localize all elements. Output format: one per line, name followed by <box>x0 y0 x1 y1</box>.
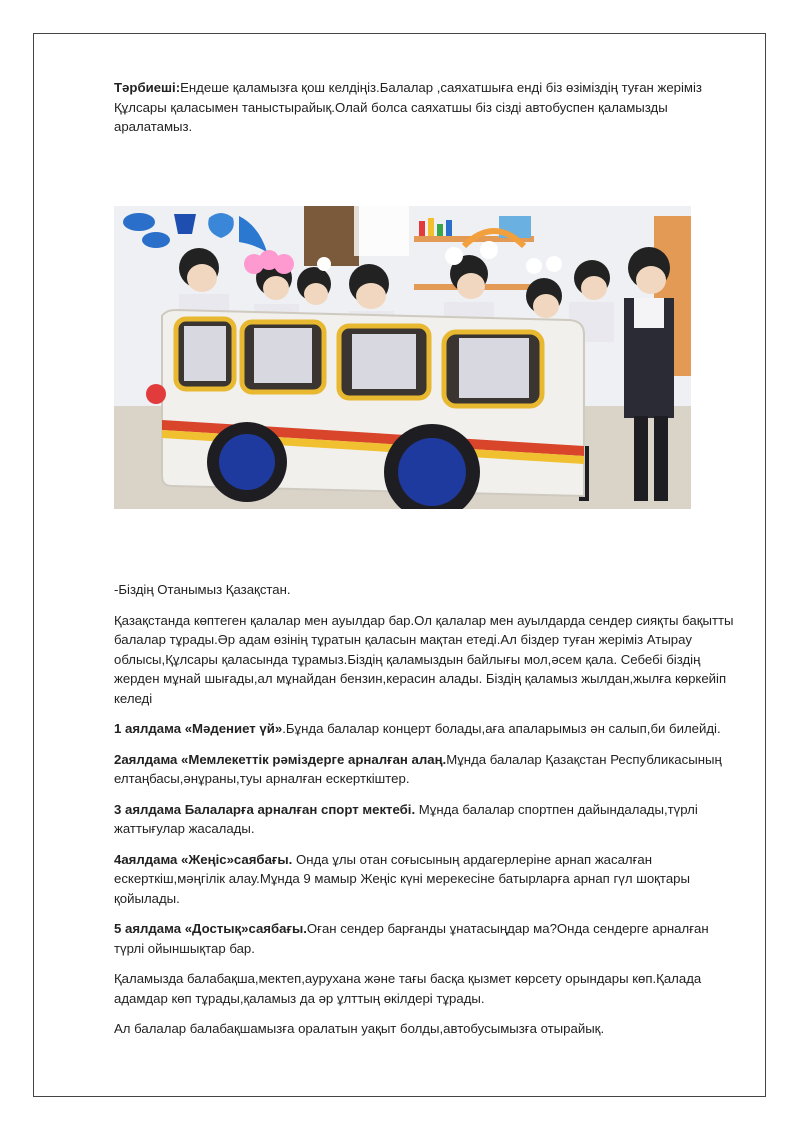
main-text <box>114 580 734 1039</box>
stop-4 <box>114 850 734 909</box>
children-bus-photo <box>114 206 691 509</box>
homeland-heading: -Біздің Отанымыз Қазақстан. <box>114 582 291 597</box>
stop-1-title: 1 аялдама «Мәдениет үй» <box>114 721 283 736</box>
stop-2-text: Мұнда балалар Қазақстан Республикасының елтаңбасы,әнұраны,туы арналған ескерткіштер. <box>114 751 722 786</box>
closing-paragraph: Ал балалар балабақшамызға оралатын уақыт болды,автобусымызға отырайық. <box>114 1021 605 1036</box>
stop-3-title: 3 аялдама Балаларға арналған спорт мектебі. <box>114 801 416 817</box>
stop-3 <box>114 800 734 839</box>
stop-3-text: Мұнда балалар спортпен дайындалады,түрлі жаттығулар жасалады. <box>114 801 698 836</box>
intro-text: Ендеше қаламызға қош келдіңіз.Балалар ,саяхатшыға енді біз өзіміздің туған жеріміз Құлсары қаласымен таныстырайық.Олай болса саяхатшы біз сізді автобуспен қаламызды аралатамыз. <box>114 80 702 134</box>
children-bus-illustration <box>114 206 691 509</box>
stop-1-text: .Бұнда балалар концерт болады,аға апаларымыз ән салып,би билейді. <box>282 721 721 736</box>
stop-5-title: 5 аялдама «Достық»саябағы. <box>114 921 307 936</box>
stop-4-title: 4аялдама «Жеңіс»саябағы. <box>114 851 293 867</box>
stop-5-text: Оған сендер барғанды ұнатасыңдар ма?Онда сендерге арналған түрлі ойыншықтар бар. <box>114 921 709 956</box>
city-services-paragraph: Қаламызда балабақша,мектеп,аурухана және тағы басқа қызмет көрсету орындары көп.Қалада адамдар көп тұрады,қаламыз да әр ұлттың өкілдері тұрады. <box>114 971 702 1006</box>
stop-1 <box>114 719 734 739</box>
intro-paragraph <box>114 78 734 137</box>
stop-2 <box>114 750 734 789</box>
kazakhstan-paragraph: Қазақстанда көптеген қалалар мен ауылдар бар.Ол қалалар мен ауылдарда сендер сияқты бақытты балалар тұрады.Әр адам өзінің тұратын қаласын мақтан етеді.Ал біздер туған жеріміз Атырау облысы,Құлсары қаласында тұрамыз.Біздің қаламыздын байлығы мол,әсем қала. Себебі біздің жерден мұнай шығады,ал мұнайдан бензин,керасин алады. Біздің қаламыз жылдан,жылға көркейіп келеді <box>114 612 734 706</box>
stop-4-text: Онда ұлы отан соғысының ардагерлеріне арнап жасалған ескерткіш,мәңгілік алау.Мұнда 9 мамыр Жеңіс күні мерекесіне батырларға арнап гүл шоқтары қойылады. <box>114 851 690 906</box>
intro-speaker: Тәрбиеші: <box>114 80 181 95</box>
stop-5 <box>114 919 734 958</box>
stop-2-title: 2аялдама «Мемлекеттік рәміздерге арналған алаң. <box>114 751 447 767</box>
